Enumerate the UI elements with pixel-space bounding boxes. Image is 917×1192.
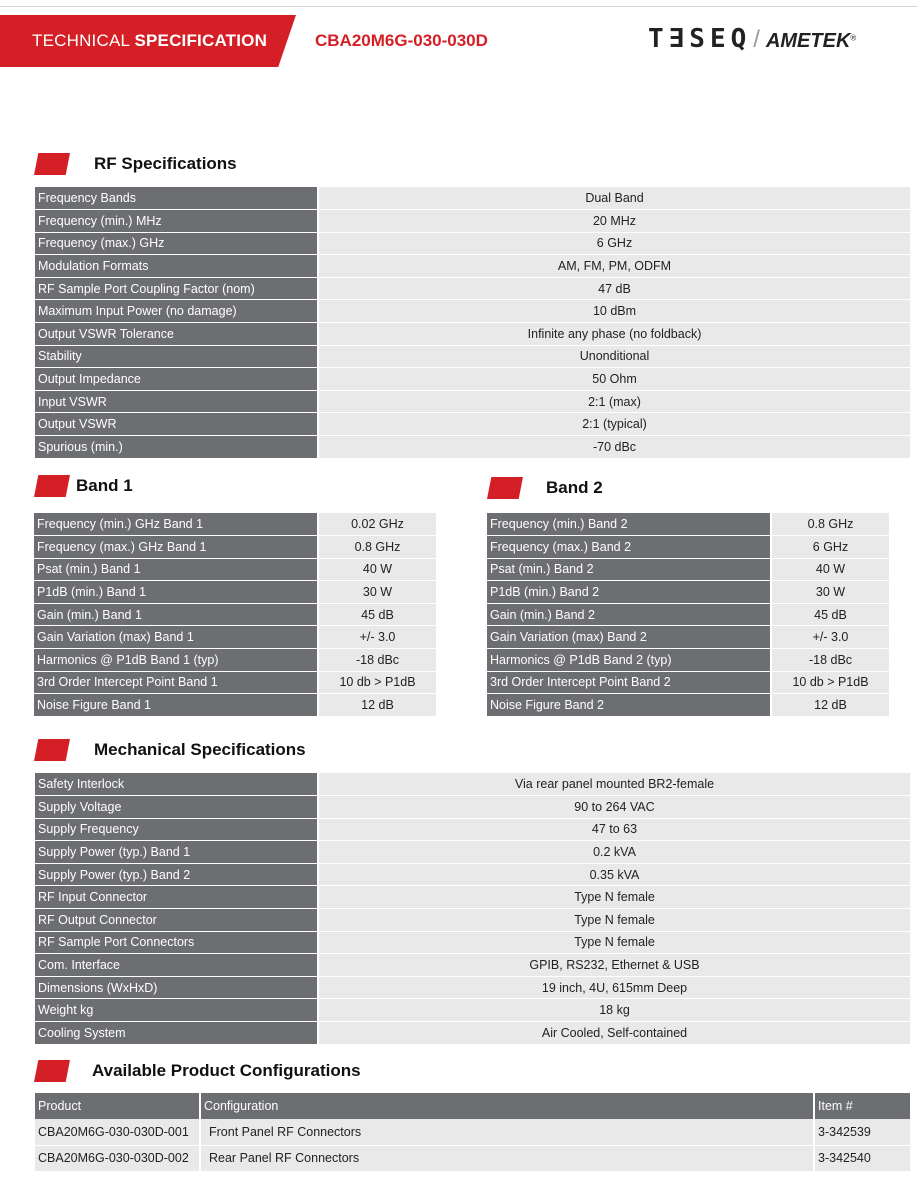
- spec-value: 10 db > P1dB: [318, 671, 436, 694]
- table-row: [35, 323, 910, 346]
- spec-label: Weight kg: [35, 999, 318, 1022]
- table-row: [487, 649, 889, 672]
- header-rule: [0, 6, 917, 7]
- section-title: Band 2: [546, 478, 603, 497]
- table-row: [35, 210, 910, 233]
- table-row: [35, 931, 910, 954]
- table-row: [487, 581, 889, 604]
- section-flag-icon: [34, 475, 70, 497]
- logo-slash-icon: /: [753, 26, 760, 53]
- table-row: [34, 513, 436, 536]
- spec-value: -18 dBc: [318, 649, 436, 672]
- spec-label: Harmonics @ P1dB Band 2 (typ): [487, 649, 771, 672]
- table-row: [34, 649, 436, 672]
- table-row: [34, 558, 436, 581]
- spec-label: Output VSWR Tolerance: [35, 323, 318, 346]
- table-row: [35, 1022, 910, 1045]
- table-row: [35, 841, 910, 864]
- table-row: [35, 232, 910, 255]
- section-title: RF Specifications: [94, 154, 237, 173]
- spec-label: Gain Variation (max) Band 2: [487, 626, 771, 649]
- spec-value: 18 kg: [318, 999, 910, 1022]
- spec-value: 0.35 kVA: [318, 863, 910, 886]
- spec-label: Gain (min.) Band 2: [487, 603, 771, 626]
- spec-label: Input VSWR: [35, 390, 318, 413]
- model-number: CBA20M6G-030-030D: [315, 31, 488, 50]
- spec-value: 20 MHz: [318, 210, 910, 233]
- spec-label: Gain (min.) Band 1: [34, 603, 318, 626]
- table-row: [34, 626, 436, 649]
- spec-value: 10 db > P1dB: [771, 671, 889, 694]
- spec-value: 0.8 GHz: [771, 513, 889, 536]
- spec-value: Type N female: [318, 886, 910, 909]
- section-flag-icon: [34, 1060, 70, 1082]
- spec-label: Frequency (max.) GHz Band 1: [34, 536, 318, 559]
- spec-value: 6 GHz: [771, 536, 889, 559]
- spec-label: Stability: [35, 345, 318, 368]
- table-row: [35, 413, 910, 436]
- spec-value: 2:1 (max): [318, 390, 910, 413]
- table-row: [35, 187, 910, 210]
- spec-value: GPIB, RS232, Ethernet & USB: [318, 954, 910, 977]
- document-type: [32, 31, 267, 51]
- table-row: [35, 1119, 910, 1145]
- table-row: [35, 976, 910, 999]
- configuration-description: Rear Panel RF Connectors: [200, 1145, 814, 1171]
- table-row: [34, 671, 436, 694]
- spec-value: 45 dB: [318, 603, 436, 626]
- section-flag-icon: [34, 153, 70, 175]
- spec-value: 40 W: [318, 558, 436, 581]
- spec-value: 30 W: [318, 581, 436, 604]
- spec-label: RF Sample Port Connectors: [35, 931, 318, 954]
- spec-value: Unonditional: [318, 345, 910, 368]
- spec-value: Type N female: [318, 909, 910, 932]
- table-row: [35, 436, 910, 459]
- spec-label: RF Sample Port Coupling Factor (nom): [35, 277, 318, 300]
- table-row: [35, 796, 910, 819]
- spec-label: Supply Power (typ.) Band 2: [35, 863, 318, 886]
- table-row: [35, 909, 910, 932]
- spec-label: Supply Frequency: [35, 818, 318, 841]
- spec-value: Dual Band: [318, 187, 910, 210]
- spec-value: 10 dBm: [318, 300, 910, 323]
- table-row: [35, 954, 910, 977]
- spec-value: 6 GHz: [318, 232, 910, 255]
- table-row: [487, 603, 889, 626]
- spec-value: +/- 3.0: [771, 626, 889, 649]
- spec-label: Dimensions (WxHxD): [35, 976, 318, 999]
- spec-label: Harmonics @ P1dB Band 1 (typ): [34, 649, 318, 672]
- spec-label: RF Output Connector: [35, 909, 318, 932]
- table-row: [35, 818, 910, 841]
- table-row: [487, 694, 889, 717]
- spec-label: Com. Interface: [35, 954, 318, 977]
- spec-label: Supply Power (typ.) Band 1: [35, 841, 318, 864]
- spec-label: Modulation Formats: [35, 255, 318, 278]
- product-code: CBA20M6G-030-030D-002: [35, 1145, 200, 1171]
- section-flag-icon: [34, 739, 70, 761]
- spec-label: Maximum Input Power (no damage): [35, 300, 318, 323]
- spec-value: -70 dBc: [318, 436, 910, 459]
- spec-value: 0.8 GHz: [318, 536, 436, 559]
- table-row: [487, 626, 889, 649]
- column-header-item: Item #: [814, 1093, 910, 1119]
- table-row: [35, 1145, 910, 1171]
- table-row: [35, 390, 910, 413]
- spec-value: 0.2 kVA: [318, 841, 910, 864]
- registered-mark: ®: [850, 33, 857, 43]
- spec-label: Psat (min.) Band 2: [487, 558, 771, 581]
- spec-value: 47 to 63: [318, 818, 910, 841]
- item-number: 3-342539: [814, 1119, 910, 1145]
- spec-label: Frequency (min.) GHz Band 1: [34, 513, 318, 536]
- spec-value: 90 to 264 VAC: [318, 796, 910, 819]
- table-row: [487, 513, 889, 536]
- table-row: [487, 558, 889, 581]
- band-1-table: [34, 513, 436, 717]
- section-title: Band 1: [76, 476, 133, 495]
- spec-value: Type N female: [318, 931, 910, 954]
- spec-label: 3rd Order Intercept Point Band 2: [487, 671, 771, 694]
- table-row: [35, 863, 910, 886]
- section-flag-icon: [487, 477, 523, 499]
- section-title: Available Product Configurations: [92, 1061, 361, 1080]
- spec-value: 0.02 GHz: [318, 513, 436, 536]
- spec-label: Output Impedance: [35, 368, 318, 391]
- spec-label: Noise Figure Band 2: [487, 694, 771, 717]
- product-configurations-table: [35, 1093, 910, 1172]
- spec-label: Noise Figure Band 1: [34, 694, 318, 717]
- spec-label: 3rd Order Intercept Point Band 1: [34, 671, 318, 694]
- table-row: [35, 999, 910, 1022]
- spec-value: 12 dB: [771, 694, 889, 717]
- spec-value: Air Cooled, Self-contained: [318, 1022, 910, 1045]
- document-type-light: TECHNICAL: [32, 31, 135, 50]
- spec-value: 19 inch, 4U, 615mm Deep: [318, 976, 910, 999]
- spec-label: Gain Variation (max) Band 1: [34, 626, 318, 649]
- spec-value: Infinite any phase (no foldback): [318, 323, 910, 346]
- mechanical-specifications-table: [35, 773, 910, 1045]
- spec-value: 40 W: [771, 558, 889, 581]
- document-type-bold: SPECIFICATION: [134, 31, 268, 50]
- table-row: [34, 581, 436, 604]
- spec-label: Output VSWR: [35, 413, 318, 436]
- spec-value: 47 dB: [318, 277, 910, 300]
- table-header-row: [35, 1093, 910, 1119]
- table-row: [34, 603, 436, 626]
- spec-value: AM, FM, PM, ODFM: [318, 255, 910, 278]
- column-header-configuration: Configuration: [200, 1093, 814, 1119]
- spec-label: Cooling System: [35, 1022, 318, 1045]
- configuration-description: Front Panel RF Connectors: [200, 1119, 814, 1145]
- item-number: 3-342540: [814, 1145, 910, 1171]
- spec-label: P1dB (min.) Band 1: [34, 581, 318, 604]
- spec-value: 45 dB: [771, 603, 889, 626]
- table-row: [35, 773, 910, 796]
- spec-label: RF Input Connector: [35, 886, 318, 909]
- spec-value: 2:1 (typical): [318, 413, 910, 436]
- spec-value: -18 dBc: [771, 649, 889, 672]
- spec-value: 12 dB: [318, 694, 436, 717]
- table-row: [487, 671, 889, 694]
- table-row: [35, 255, 910, 278]
- table-row: [34, 536, 436, 559]
- spec-value: Via rear panel mounted BR2-female: [318, 773, 910, 796]
- table-row: [35, 277, 910, 300]
- table-row: [35, 300, 910, 323]
- spec-label: Frequency (min.) Band 2: [487, 513, 771, 536]
- table-row: [35, 368, 910, 391]
- spec-label: Safety Interlock: [35, 773, 318, 796]
- spec-label: P1dB (min.) Band 2: [487, 581, 771, 604]
- section-title: Mechanical Specifications: [94, 740, 306, 759]
- table-row: [35, 886, 910, 909]
- product-code: CBA20M6G-030-030D-001: [35, 1119, 200, 1145]
- spec-label: Frequency Bands: [35, 187, 318, 210]
- teseq-ametek-logo: [648, 24, 856, 56]
- logo-teseq: T∃SEQ: [648, 24, 752, 54]
- table-row: [34, 694, 436, 717]
- spec-label: Supply Voltage: [35, 796, 318, 819]
- table-row: [35, 345, 910, 368]
- spec-label: Frequency (max.) GHz: [35, 232, 318, 255]
- spec-value: 30 W: [771, 581, 889, 604]
- rf-specifications-table: [35, 187, 910, 459]
- spec-value: +/- 3.0: [318, 626, 436, 649]
- logo-ametek: AMETEK: [765, 30, 851, 52]
- column-header-product: Product: [35, 1093, 200, 1119]
- band-2-table: [487, 513, 889, 717]
- spec-label: Spurious (min.): [35, 436, 318, 459]
- table-row: [487, 536, 889, 559]
- spec-label: Frequency (min.) MHz: [35, 210, 318, 233]
- spec-label: Psat (min.) Band 1: [34, 558, 318, 581]
- spec-label: Frequency (max.) Band 2: [487, 536, 771, 559]
- spec-value: 50 Ohm: [318, 368, 910, 391]
